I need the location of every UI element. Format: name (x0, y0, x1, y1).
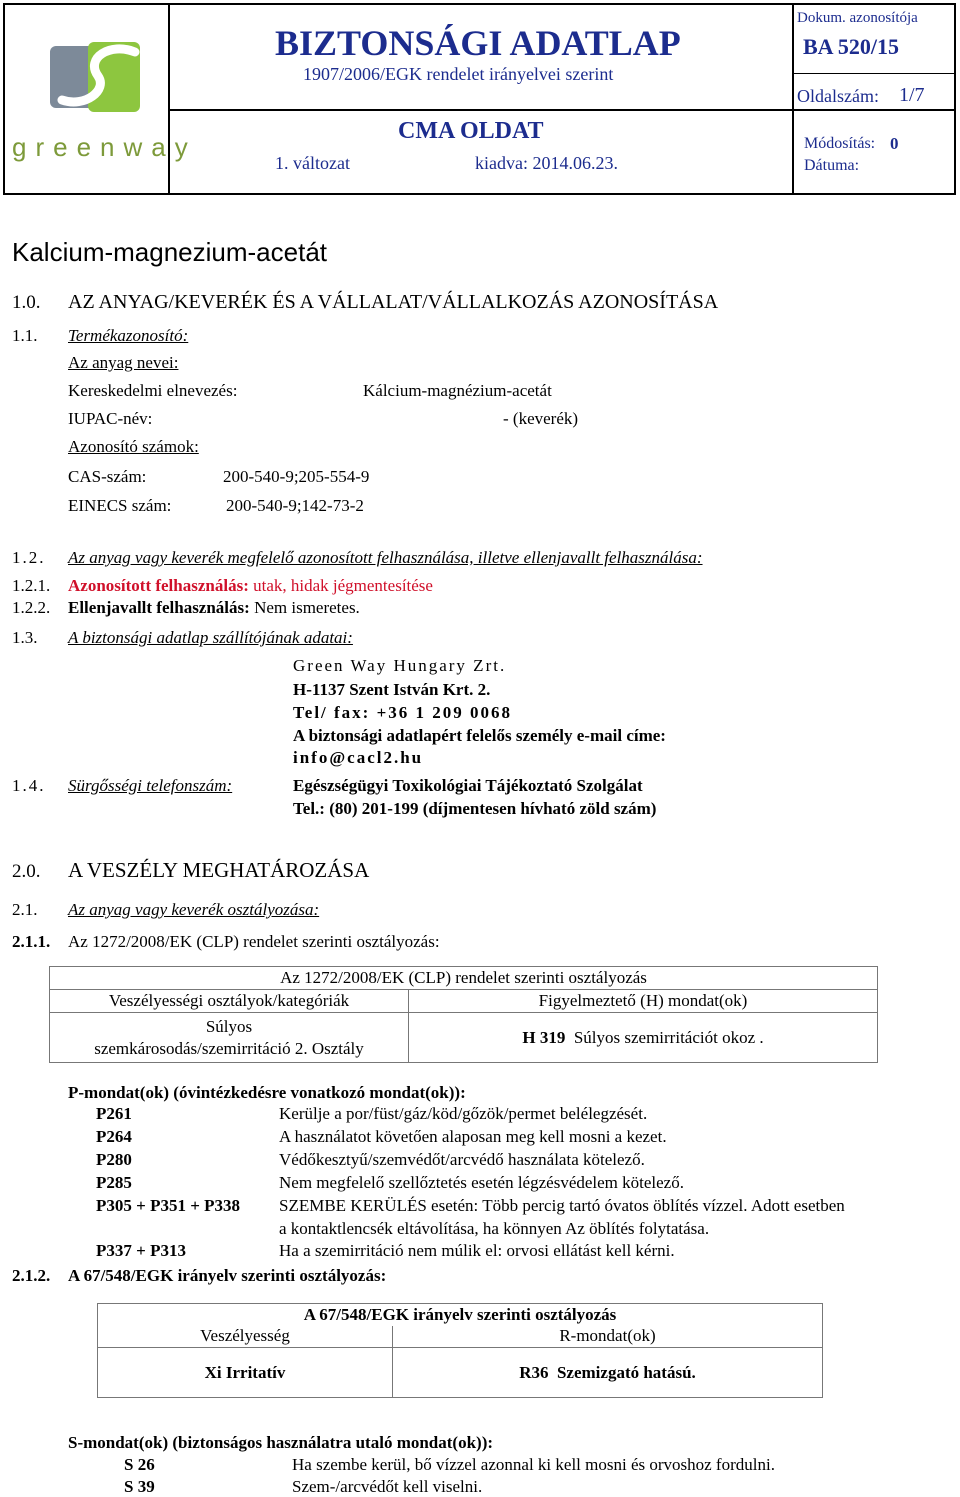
field-label: Ellenjavallt felhasználás: (68, 598, 250, 617)
header-divider (794, 73, 956, 74)
date-label: Dátuma: (804, 157, 860, 174)
supplier-phone: Tel/ fax: +36 1 209 0068 (293, 703, 513, 722)
subsection-heading: Az anyag vagy keverék megfelelő azonosított felhasználása, illetve ellenjavallt felhasználása: (68, 548, 703, 567)
p-code: P337 + P313 (96, 1241, 186, 1260)
table-header: Veszélyességi osztályok/kategóriák (50, 990, 409, 1013)
table-cell (409, 1013, 878, 1063)
p-code: P280 (96, 1150, 132, 1169)
header-divider (792, 5, 794, 193)
modification-label: Módosítás: (804, 135, 876, 152)
field-label: CAS-szám: (68, 467, 147, 486)
clp-classification-table (49, 966, 878, 1063)
emergency-phone: Tel.: (80) 201-199 (díjmentesen hívható zöld szám) (293, 799, 657, 818)
logo-wordmark: greenway (12, 132, 197, 162)
field-label: Azonosító számok: (68, 437, 199, 456)
subsection-heading: A biztonsági adatlap szállítójának adatai: (68, 628, 353, 647)
subsection-heading: Az 1272/2008/EK (CLP) rendelet szerinti osztályozás: (68, 932, 440, 951)
r-statement-code: R36 (519, 1362, 549, 1382)
field-value: 200-540-9;205-554-9 (223, 467, 370, 486)
header-divider (794, 109, 956, 111)
s-text: Szem-/arcvédőt kell viselni. (292, 1477, 483, 1496)
table-header: R-mondat(ok) (393, 1326, 823, 1348)
doc-id-label: Dokum. azonosítója (797, 10, 918, 26)
section-heading: A VESZÉLY MEGHATÁROZÁSA (68, 858, 370, 882)
table-cell (393, 1348, 823, 1398)
subsection-number: 1.2.2. (12, 598, 51, 617)
page-label: Oldalszám: (797, 86, 879, 106)
s-code: S 26 (124, 1455, 155, 1474)
subsection-heading: Az anyag vagy keverék osztályozása: (68, 900, 320, 919)
section-number: 1.0. (12, 292, 41, 313)
field-label: IUPAC-név: (68, 409, 153, 428)
table-title: Az 1272/2008/EK (CLP) rendelet szerinti osztályozás (50, 967, 878, 990)
version-text: 1. változat (275, 153, 350, 173)
section-number: 2.0. (12, 861, 41, 882)
field-label: Az anyag nevei: (68, 353, 179, 372)
table-header: Veszélyesség (98, 1326, 393, 1348)
field-value: Nem ismeretes. (254, 598, 360, 617)
hazard-class-line: szemkárosodás/szemirritáció 2. Osztály (94, 1038, 364, 1058)
subsection-number: 1.2. (12, 548, 46, 567)
field-value: - (keverék) (503, 409, 579, 428)
p-code: P261 (96, 1104, 132, 1123)
field-label: Kereskedelmi elnevezés: (68, 381, 238, 400)
field-value: 200-540-9;142-73-2 (226, 496, 364, 515)
hazard-class-line: Súlyos (205, 1016, 253, 1036)
regulation-text: 1907/2006/EGK rendelet irányelvei szerint (303, 64, 614, 84)
field-label: EINECS szám: (68, 496, 172, 515)
supplier-name: Green Way Hungary Zrt. (293, 656, 507, 675)
p-code: P305 + P351 + P338 (96, 1196, 241, 1215)
p-text: SZEMBE KERÜLÉS esetén: Több percig tartó óvatos öblítés vízzel. Adott esetben (279, 1196, 845, 1215)
p-text: a kontaktlencsék eltávolítása, ha könnyen Az öblítés folytatása. (279, 1219, 710, 1238)
company-name: CMA OLDAT (398, 118, 544, 144)
p-text: Védőkesztyű/szemvédőt/arcvédő használata kötelező. (279, 1150, 645, 1169)
supplier-email[interactable]: info@cacl2.hu (293, 748, 424, 767)
p-text: Ha a szemirritáció nem múlik el: orvosi ellátást kell kérni. (279, 1241, 675, 1260)
h-statement-text: Súlyos szemirritációt okoz . (573, 1027, 764, 1047)
subsection-number: 1.2.1. (12, 576, 51, 595)
p-statements-title: P-mondat(ok) (óvintézkedésre vonatkozó mondat(ok)): (68, 1083, 466, 1102)
subsection-heading: Termékazonosító: (68, 326, 189, 345)
greenway-logo-icon (40, 38, 150, 138)
r-statement-text: Szemizgató hatású. (556, 1362, 696, 1382)
contraindicated-use (68, 598, 360, 618)
subsection-heading: A 67/548/EGK irányelv szerinti osztályozás: (68, 1266, 387, 1285)
s-text: Ha szembe kerül, bő vízzel azonnal ki kell mosni és orvoshoz fordulni. (292, 1455, 775, 1474)
subsection-number: 1.3. (12, 628, 38, 647)
s-statements-title: S-mondat(ok) (biztonságos használatra utaló mondat(ok)): (68, 1433, 494, 1452)
h-statement-code: H 319 (522, 1027, 566, 1047)
egk-classification-table (97, 1303, 823, 1398)
field-value: Kálcium-magnézium-acetát (363, 381, 552, 400)
p-text: Nem megfelelő szellőztetés esetén légzésvédelem kötelező. (279, 1173, 684, 1192)
subsection-number: 1.4. (12, 776, 46, 795)
hazard-symbol: Xi Irritatív (98, 1348, 393, 1398)
modification-value: 0 (890, 134, 899, 153)
subsection-heading: Sürgősségi telefonszám: (68, 776, 233, 795)
supplier-address: H-1137 Szent István Krt. 2. (293, 680, 491, 699)
page-number: 1/7 (899, 84, 925, 106)
table-cell (50, 1013, 409, 1063)
s-code: S 39 (124, 1477, 155, 1496)
identified-use (68, 576, 433, 596)
subsection-number: 2.1.2. (12, 1266, 51, 1285)
subsection-number: 2.1.1. (12, 932, 51, 951)
document-title: BIZTONSÁGI ADATLAP (275, 23, 681, 63)
issued-date: kiadva: 2014.06.23. (475, 153, 618, 173)
supplier-email-label: A biztonsági adatlapért felelős személy e-mail címe: (293, 726, 666, 745)
section-heading: AZ ANYAG/KEVERÉK ÉS A VÁLLALAT/VÁLLALKOZÁS AZONOSÍTÁSA (68, 291, 719, 313)
doc-id: BA 520/15 (803, 34, 899, 59)
subsection-number: 1.1. (12, 326, 38, 345)
table-header: Figyelmeztető (H) mondat(ok) (409, 990, 878, 1013)
product-name: Kalcium-magnezium-acetát (12, 237, 328, 267)
p-code: P285 (96, 1173, 132, 1192)
table-title: A 67/548/EGK irányelv szerinti osztályozás (98, 1304, 823, 1326)
p-text: Kerülje a por/füst/gáz/köd/gőzök/permet belélegzését. (279, 1104, 648, 1123)
field-label: Azonosított felhasználás: (68, 576, 249, 595)
field-value: utak, hidak jégmentesítése (253, 576, 433, 595)
p-code: P264 (96, 1127, 132, 1146)
header-divider (168, 5, 170, 193)
p-text: A használatot követően alaposan meg kell mosni a kezet. (279, 1127, 667, 1146)
header-divider (170, 109, 792, 111)
emergency-service: Egészségügyi Toxikológiai Tájékoztató Szolgálat (293, 776, 643, 795)
subsection-number: 2.1. (12, 900, 38, 919)
